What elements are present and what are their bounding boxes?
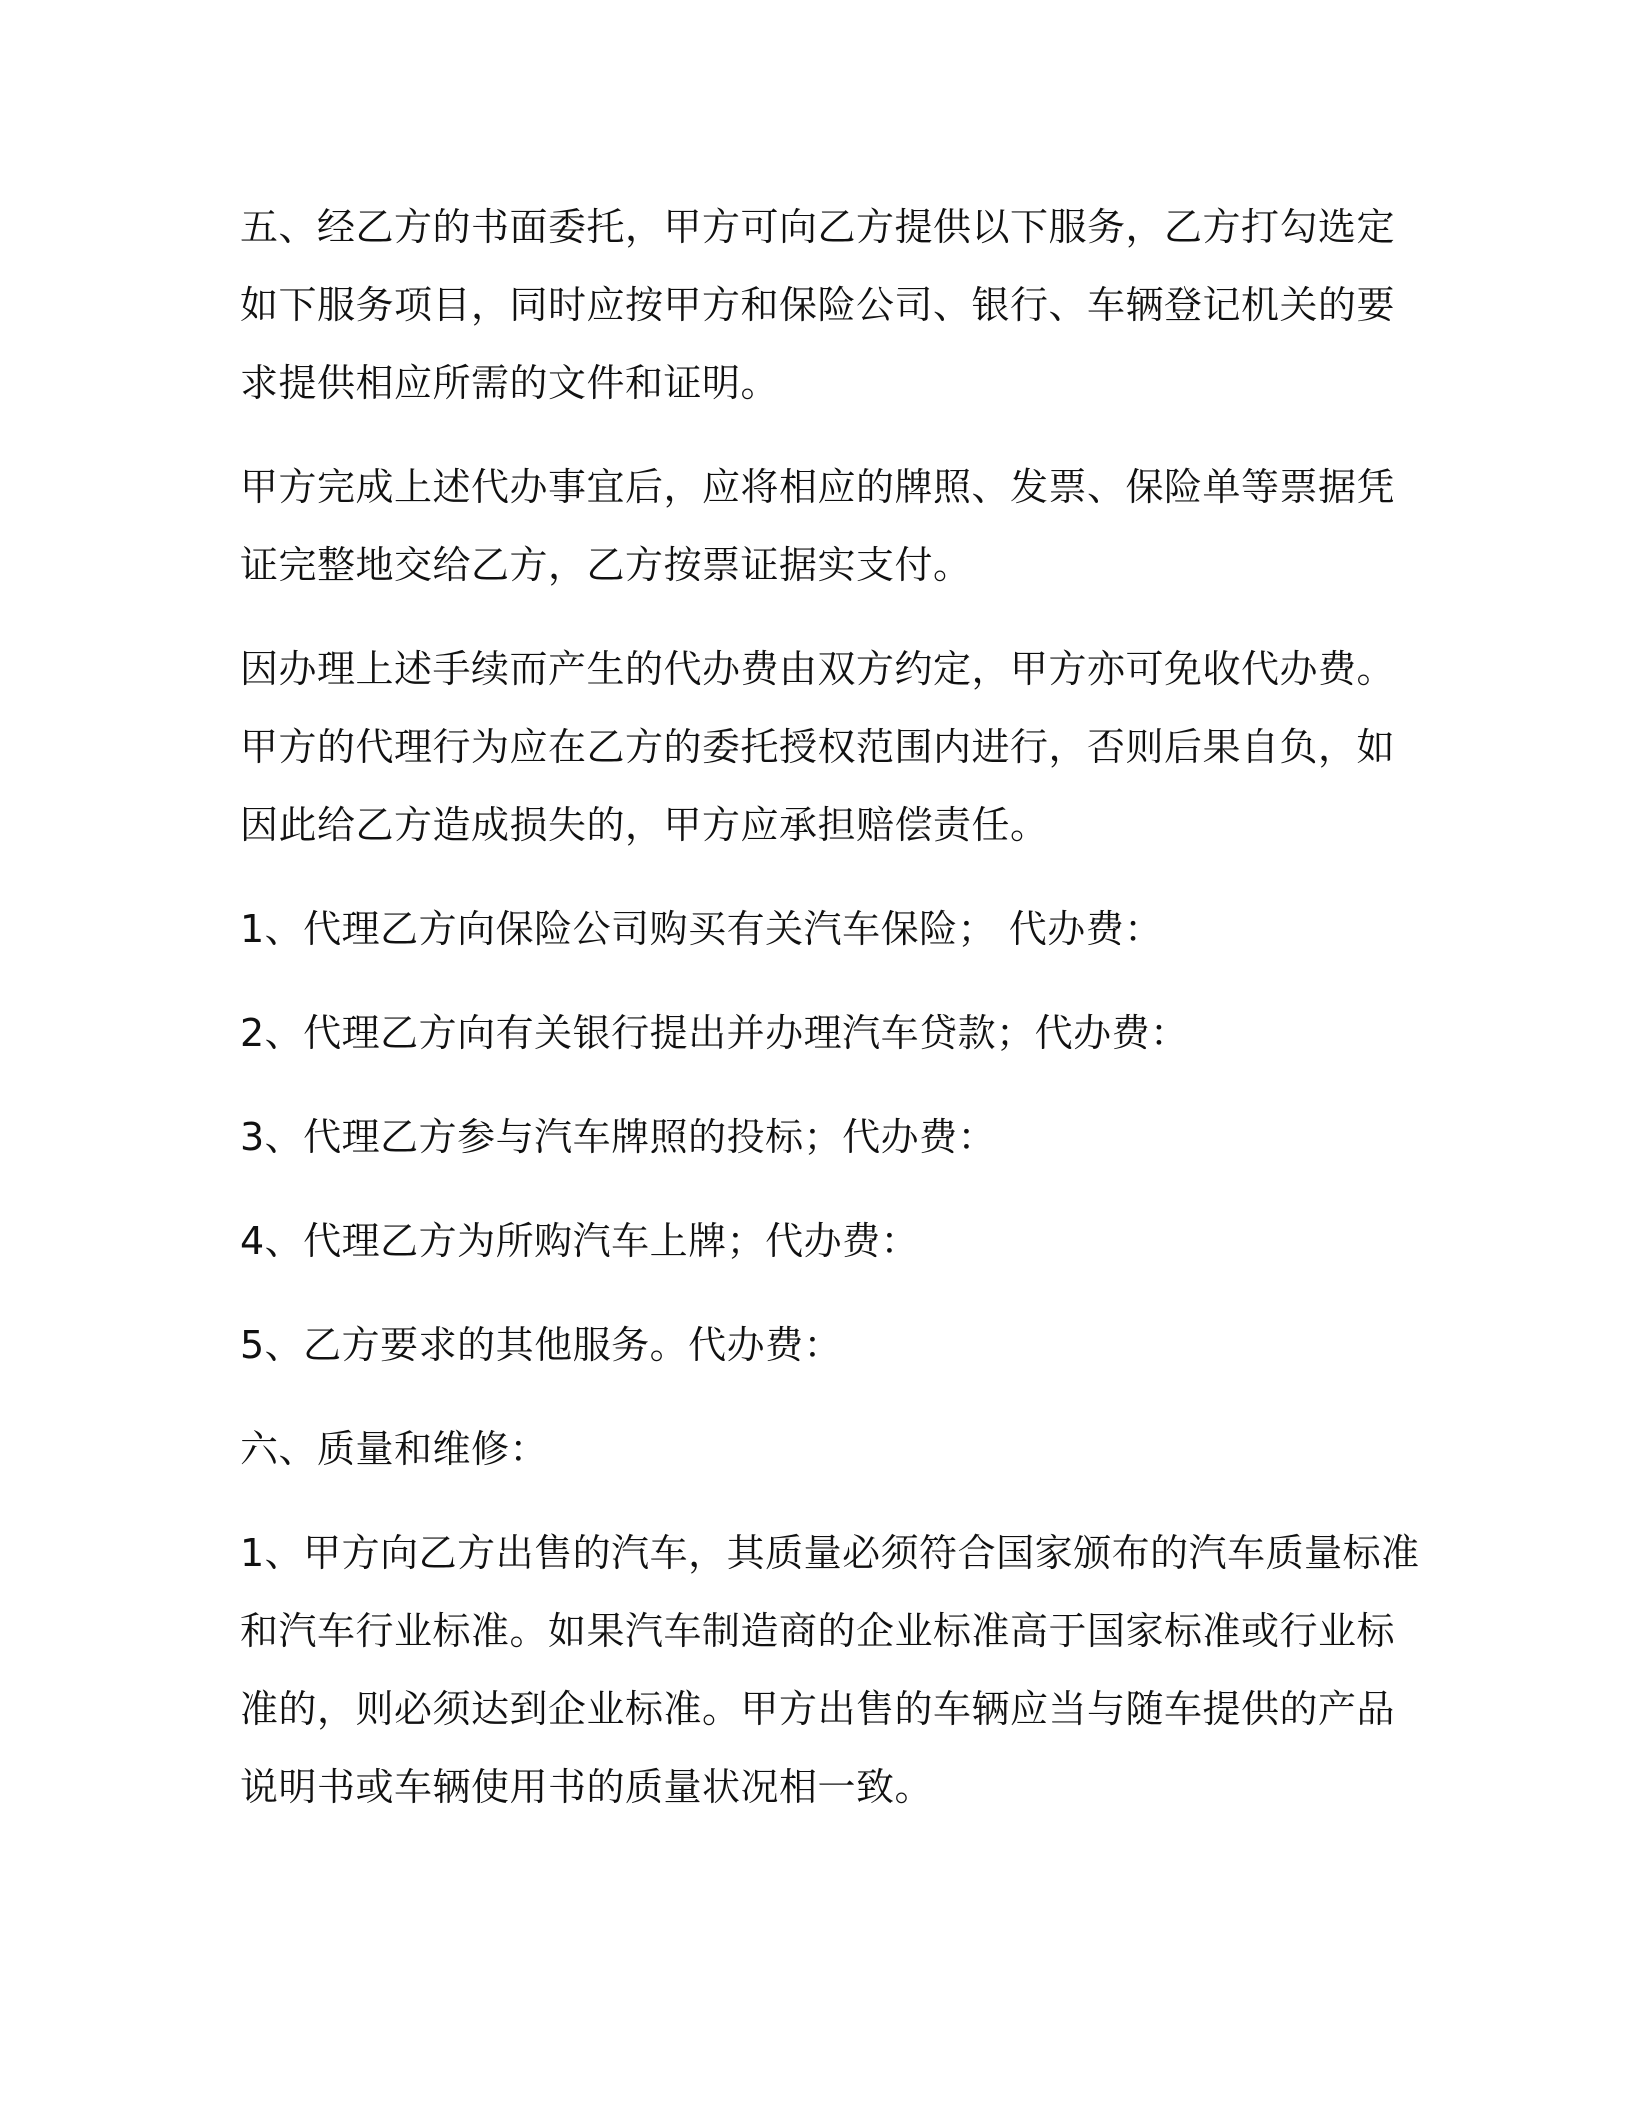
text-line: 1、代理乙方向保险公司购买有关汽车保险； 代办费： [240, 907, 1163, 951]
text-line: 甲方的代理行为应在乙方的委托授权范围内进行，否则后果自负，如 [240, 725, 1396, 769]
text-line: 1、甲方向乙方出售的汽车，其质量必须符合国家颁布的汽车质量标准 [240, 1531, 1420, 1575]
text-line: 求提供相应所需的文件和证明。 [240, 361, 780, 405]
text-line: 3、代理乙方参与汽车牌照的投标；代办费： [240, 1115, 997, 1159]
text-line: 5、乙方要求的其他服务。代办费： [240, 1323, 843, 1367]
text-line: 说明书或车辆使用书的质量状况相一致。 [240, 1765, 934, 1809]
service-item-plate-bid [240, 1098, 1400, 1176]
text-line: 证完整地交给乙方，乙方按票证据实支付。 [240, 543, 972, 587]
section-heading-quality [240, 1410, 1400, 1488]
text-line: 准的，则必须达到企业标准。甲方出售的车辆应当与随车提供的产品 [240, 1687, 1396, 1731]
text-line: 五、经乙方的书面委托，甲方可向乙方提供以下服务，乙方打勾选定 [240, 205, 1396, 249]
text-line: 和汽车行业标准。如果汽车制造商的企业标准高于国家标准或行业标 [240, 1609, 1396, 1653]
document-body [240, 188, 1420, 1826]
text-line: 如下服务项目，同时应按甲方和保险公司、银行、车辆登记机关的要 [240, 283, 1396, 327]
paragraph-service-delegation [240, 188, 1400, 422]
text-line: 4、代理乙方为所购汽车上牌；代办费： [240, 1219, 920, 1263]
service-item-loan [240, 994, 1400, 1072]
paragraph-agency-fee [240, 630, 1400, 864]
text-line: 因办理上述手续而产生的代办费由双方约定，甲方亦可免收代办费。 [240, 647, 1396, 691]
text-line: 六、质量和维修： [240, 1427, 549, 1471]
text-line: 因此给乙方造成损失的，甲方应承担赔偿责任。 [240, 803, 1049, 847]
paragraph-quality-standard [240, 1514, 1420, 1826]
text-line: 甲方完成上述代办事宜后，应将相应的牌照、发票、保险单等票据凭 [240, 465, 1396, 509]
paragraph-document-handover [240, 448, 1400, 604]
service-item-other [240, 1306, 1400, 1384]
text-line: 2、代理乙方向有关银行提出并办理汽车贷款；代办费： [240, 1011, 1189, 1055]
service-item-registration [240, 1202, 1400, 1280]
service-item-insurance [240, 890, 1400, 968]
